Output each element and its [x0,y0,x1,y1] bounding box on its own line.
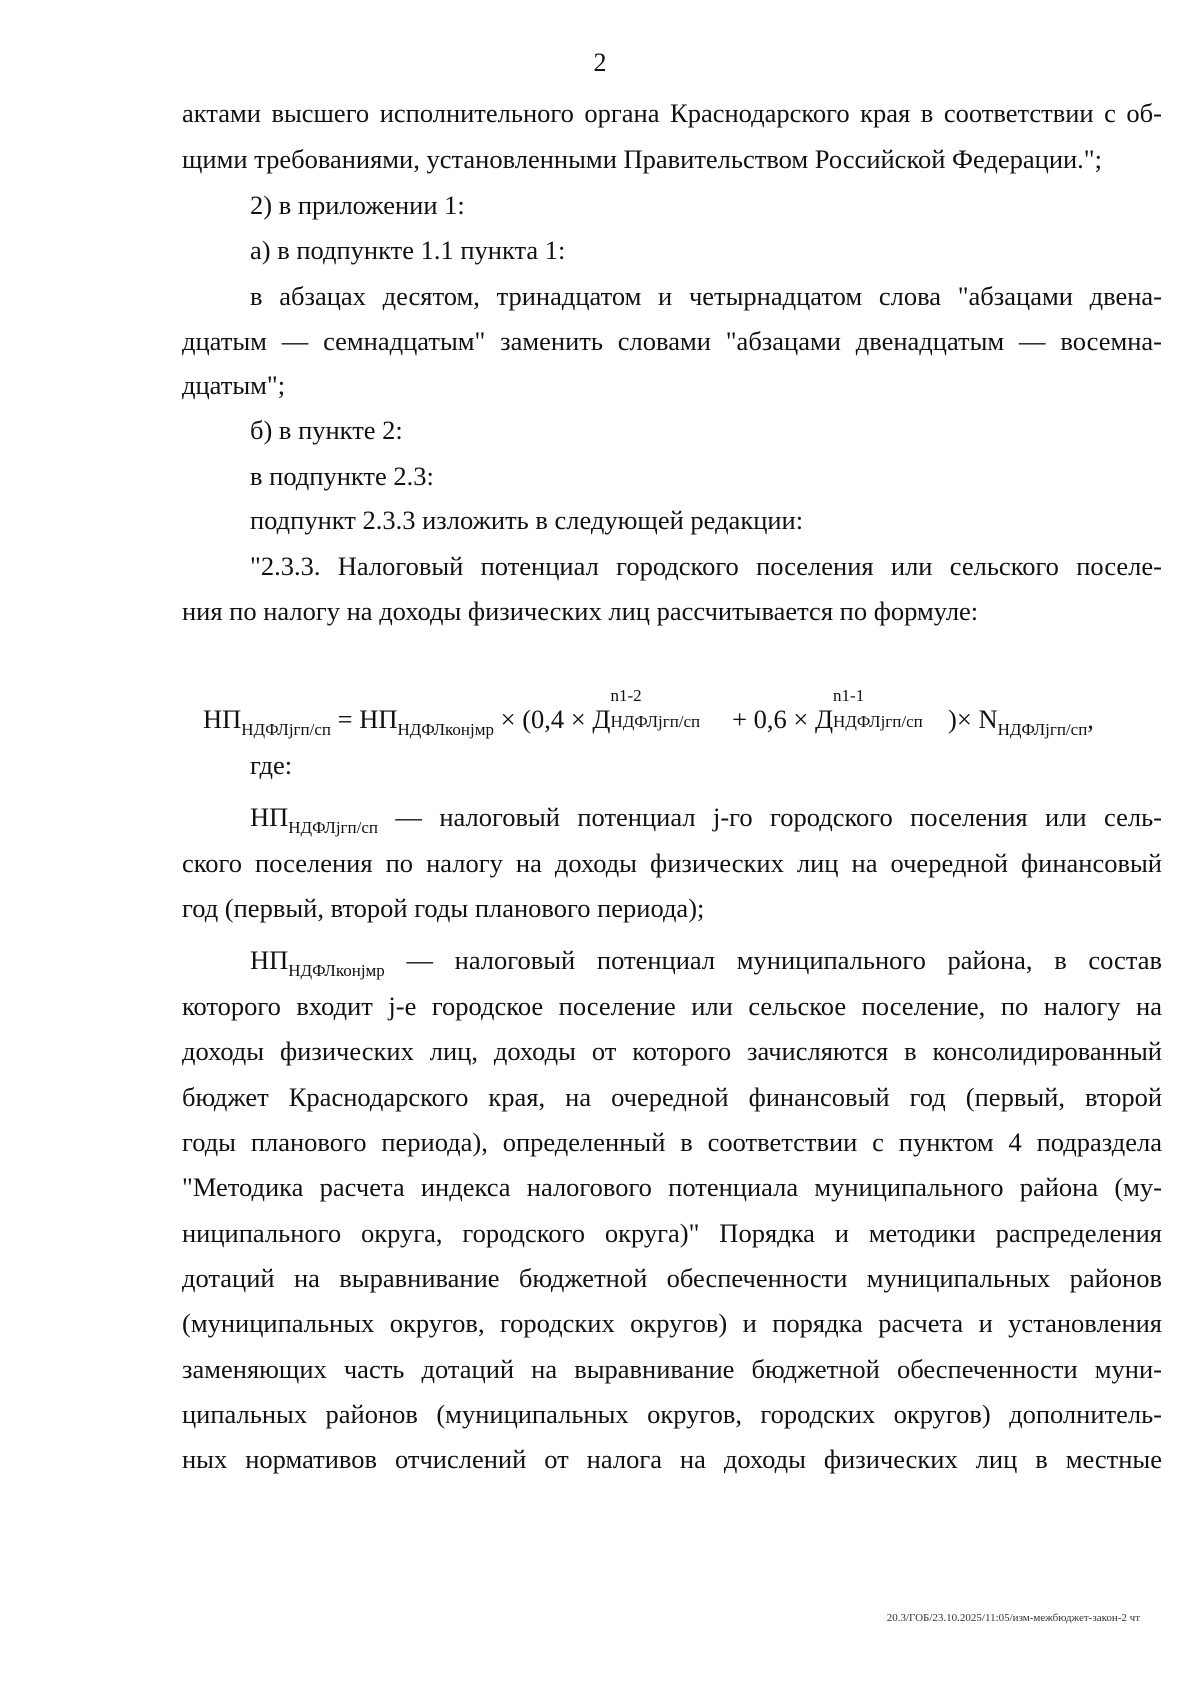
definition-line: доходы физических лиц, доходы от которого зачисляются в консолидированный [182,1036,1162,1066]
formula-index-stack [833,686,948,731]
text-line: дцатым"; [182,370,286,400]
text-line: в абзацах десятом, тринадцатом и четырнадцатом слова "абзацами двена- [250,281,1162,311]
formula-term: НП [359,704,398,734]
formula-superscript: n1-1 [833,686,865,705]
definition-line [250,800,1162,838]
formula-term: Д [814,704,834,734]
formula-superscript: n1-2 [610,686,642,705]
formula-end: , [1087,704,1094,734]
definition-line: дотаций на выравнивание бюджетной обеспеченности муниципальных районов [182,1263,1162,1293]
formula-subscript: НДФЛjгп/сп [997,720,1088,739]
text-line: подпункт 2.3.3 изложить в следующей редакции: [250,505,804,535]
formula-index-stack [610,686,725,731]
definition-subscript: НДФЛконjмр [288,961,385,980]
definition-line: заменяющих часть дотаций на выравнивание бюджетной обеспеченности муни- [182,1354,1162,1384]
definition-line: ского поселения по налогу на доходы физических лиц на очередной финансовый [182,848,1162,878]
text-line: 2) в приложении 1: [250,190,465,220]
definition-line [250,943,1162,981]
definition-text: — налоговый потенциал j-го городского поселения или сель- [378,802,1162,832]
formula-term: Д [592,704,611,734]
formula-operator: + 0,6 × [725,704,815,734]
formula-term: N [978,704,998,734]
definition-term: НП [250,802,289,832]
text-line: актами высшего исполнительного органа Краснодарского края в соответствии с об- [182,98,1162,128]
text-line: а) в подпункте 1.1 пункта 1: [250,235,566,265]
definition-subscript: НДФЛjгп/сп [288,818,378,837]
definition-line: "Методика расчета индекса налогового потенциала муниципального района (му- [182,1172,1162,1202]
definition-text: — налоговый потенциал муниципального района, в состав [384,945,1162,975]
formula-subscript: НДФЛjгп/сп [241,720,331,739]
formula [203,686,1094,739]
definition-term: НП [250,945,289,975]
definition-line: которого входит j-е городское поселение или сельское поселение, по налогу на [182,991,1162,1021]
text-line: б) в пункте 2: [250,415,403,445]
text-line: ния по налогу на доходы физических лиц рассчитывается по формуле: [182,596,979,626]
definition-line: ципальных районов (муниципальных округов, городских округов) дополнитель- [182,1399,1162,1429]
text-line: в подпункте 2.3: [250,461,434,491]
formula-subscript: НДФЛконjмр [397,720,495,739]
where-label: где: [250,750,293,780]
definition-line: бюджет Краснодарского края, на очередной финансовый год (первый, второй [182,1082,1162,1112]
formula-operator: )× [948,704,979,734]
definition-line: ных нормативов отчислений от налога на доходы физических лиц в местные [182,1444,1162,1474]
definition-line: годы планового периода), определенный в соответствии с пунктом 4 подраздела [182,1127,1162,1157]
footer-stamp: 20.3/ГОБ/23.10.2025/11:05/изм-межбюджет-закон-2 чт [886,1612,1140,1624]
formula-operator: × (0,4 × [494,704,593,734]
definition-line: (муниципальных округов, городских округов) и порядка расчета и установления [182,1308,1162,1338]
formula-subscript: НДФЛjгп/сп [833,712,923,731]
definition-line: ниципального округа, городского округа)" Порядка и методики распределения [182,1218,1162,1248]
formula-term: НП [203,704,242,734]
definition-line: год (первый, второй годы планового периода); [182,893,705,923]
page-number: 2 [593,48,607,77]
text-line: щими требованиями, установленными Правительством Российской Федерации."; [182,144,1102,174]
formula-operator: = [331,704,360,734]
text-line: дцатым — семнадцатым" заменить словами "абзацами двенадцатым — восемна- [182,326,1162,356]
formula-subscript: НДФЛjгп/сп [610,712,701,731]
text-line: "2.3.3. Налоговый потенциал городского поселения или сельского поселе- [250,551,1162,581]
